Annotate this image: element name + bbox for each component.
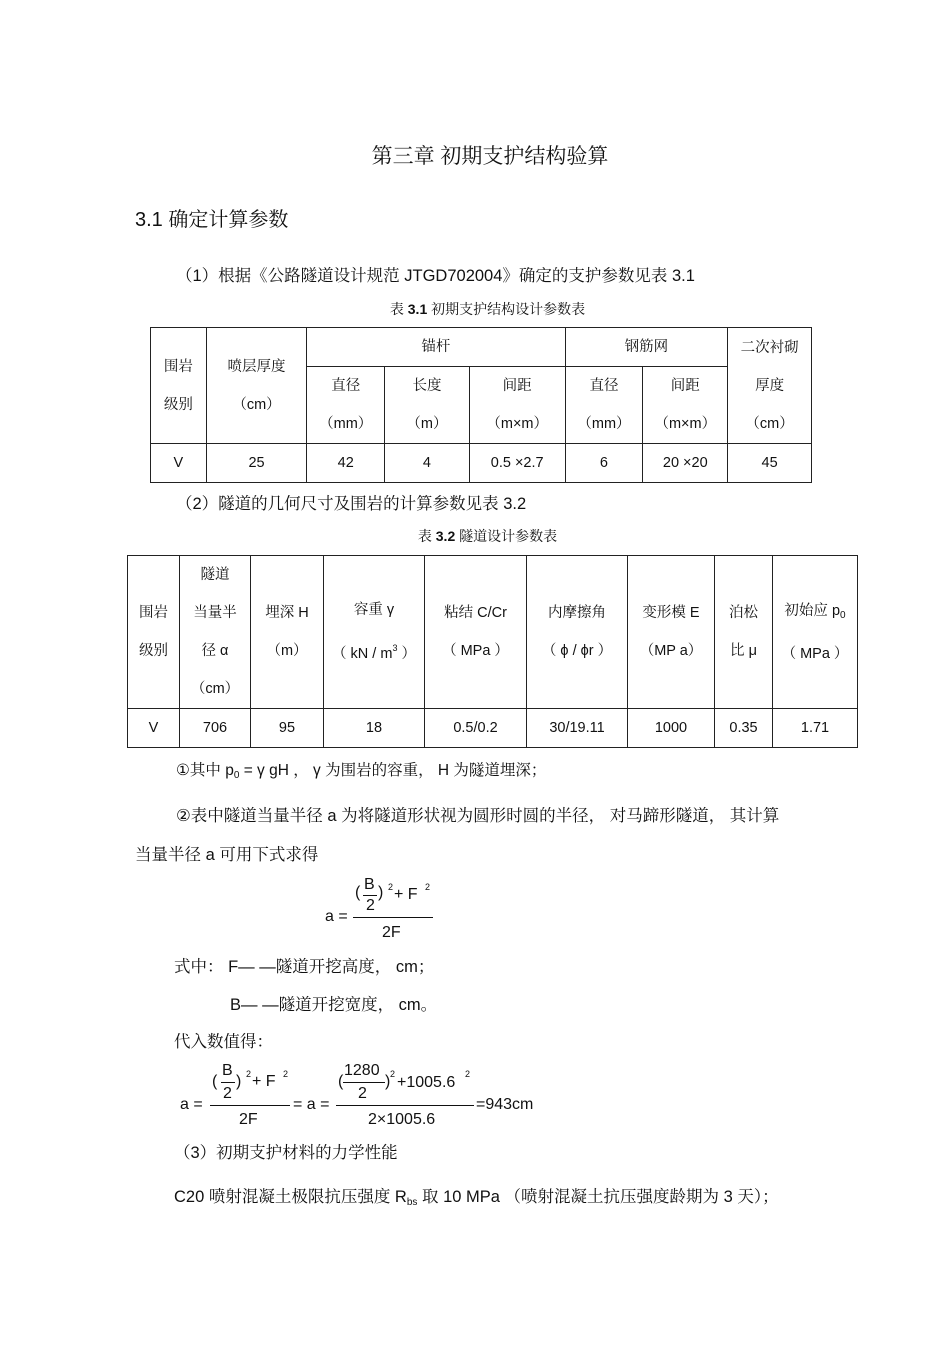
t1-header-lining: 二次衬砌 厚度 （cm） [728, 328, 812, 444]
t1-header-rock: 围岩 级别 [151, 328, 207, 444]
where-line-2: B— —隧道开挖宽度， cm。 [230, 996, 438, 1014]
t1-header-anchor: 锚杆 [307, 328, 565, 367]
t1-header-anchor-spacing: 间距 （m×m） [469, 367, 565, 444]
table-cell: V [128, 709, 180, 748]
table-cell: 30/19.11 [527, 709, 628, 748]
t1-header-mesh-diameter: 直径 （mm） [565, 367, 643, 444]
t1-header-mesh: 钢筋网 [565, 328, 728, 367]
table-tunnel-params [127, 555, 858, 748]
t1-header-anchor-diameter: 直径 （mm） [307, 367, 385, 444]
t2-header-unit-weight: 容重 γ （ kN / $m^3$ ） [324, 556, 425, 709]
paragraph-3: （3）初期支护材料的力学性能 [174, 1144, 398, 1162]
t2-header-friction: 内摩擦角 （ ϕ / ϕr ） [527, 556, 628, 709]
table-cell: 18 [324, 709, 425, 748]
table-cell: 0.35 [715, 709, 773, 748]
note-2-line-2: 当量半径 a 可用下式求得 [135, 846, 319, 864]
table1-caption: 表 3.1 初期支护结构设计参数表 [389, 301, 586, 317]
table-cell: 0.5/0.2 [425, 709, 527, 748]
t1-header-shotcrete: 喷层厚度 （cm） [206, 328, 307, 444]
t1-header-anchor-length: 长度 （m） [385, 367, 470, 444]
t2-header-radius: 隧道 当量半 径 α （cm） [180, 556, 251, 709]
t1-header-mesh-spacing: 间距 （m×m） [643, 367, 728, 444]
table-row [128, 709, 858, 748]
table-cell: 25 [206, 444, 307, 483]
note-2-line-1: ②表中隧道当量半径 a 为将隧道形状视为圆形时圆的半径， 对马蹄形隧道， 其计算 [176, 807, 780, 825]
paragraph-4: C20 喷射混凝土极限抗压强度 $R_{bs}$ 取 10 MPa （喷射混凝土抗压强度龄期为 3 天）； [174, 1188, 779, 1208]
table-cell: V [151, 444, 207, 483]
paragraph-2: （2）隧道的几何尺寸及围岩的计算参数见表 3.2 [176, 495, 527, 513]
substitution-label: 代入数值得： [174, 1033, 273, 1051]
table-row [151, 444, 812, 483]
t2-header-poisson: 泊松 比 μ [715, 556, 773, 709]
t2-header-rock: 围岩 级别 [128, 556, 180, 709]
table-cell: 20 ×20 [643, 444, 728, 483]
table-cell: 42 [307, 444, 385, 483]
table2-caption: 表 3.2 隧道设计参数表 [417, 528, 558, 544]
paragraph-1: （1）根据《公路隧道设计规范 JTGD702004》确定的支护参数见表 3.1 [176, 267, 695, 285]
table-cell: 0.5 ×2.7 [469, 444, 565, 483]
table-support-params [150, 327, 812, 483]
table-cell: 1.71 [773, 709, 858, 748]
table-cell: 4 [385, 444, 470, 483]
t2-header-modulus: 变形模 E （MP a） [628, 556, 715, 709]
where-line-1: 式中： F— —隧道开挖高度， cm； [174, 958, 435, 976]
note-1: ①其中 $p_0 = \gamma$ gH ， γ 为围岩的容重， H 为隧道埋深； [176, 762, 547, 781]
t2-header-cohesion: 粘结 C/Cr （ MPa ） [425, 556, 527, 709]
section-title: 3.1 确定计算参数 [135, 209, 289, 231]
table-cell: 706 [180, 709, 251, 748]
chapter-title: 第三章 初期支护结构验算 [371, 145, 609, 168]
t2-header-initial-stress: 初始应 $p_0$ （ MPa ） [773, 556, 858, 709]
table-cell: 45 [728, 444, 812, 483]
t2-header-depth: 埋深 H （m） [251, 556, 324, 709]
table-cell: 1000 [628, 709, 715, 748]
table-cell: 95 [251, 709, 324, 748]
table-cell: 6 [565, 444, 643, 483]
